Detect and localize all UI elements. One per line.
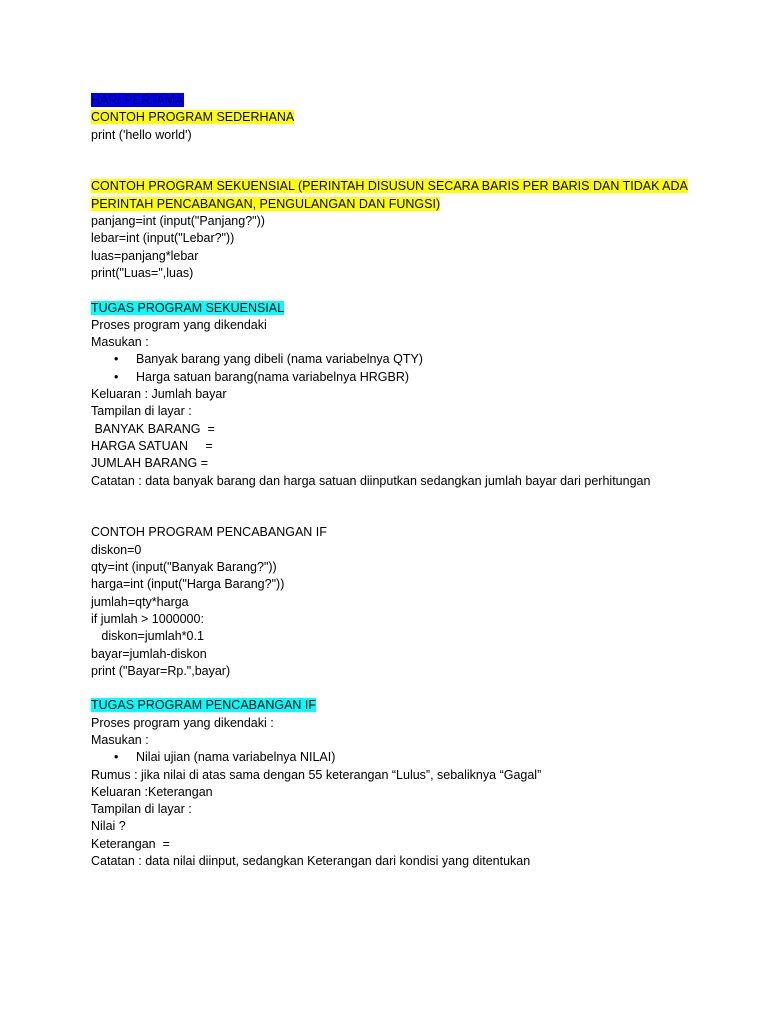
code-line: print("Luas=",luas) [91,265,194,280]
output-label: Keluaran : Jumlah bayar [91,387,227,402]
code-line: luas=panjang*lebar [91,248,199,263]
screen-line: Nilai ? [91,819,126,834]
code-line: print ("Bayar=Rp.",bayar) [91,663,231,678]
list-item: • Harga satuan barang(nama variabelnya HRGBR) [91,369,691,386]
code-line: jumlah=qty*harga [91,594,189,609]
code-line: bayar=jumlah-diskon [91,646,207,661]
screen-line: BANYAK BARANG = [91,421,215,436]
list-item: • Nilai ujian (nama variabelnya NILAI) [91,749,691,766]
output-label: Keluaran :Keterangan [91,784,213,799]
task-note: Catatan : data nilai diinput, sedangkan Keterangan dari kondisi yang ditentukan [91,854,531,869]
section-heading-pencabangan: CONTOH PROGRAM PENCABANGAN IF [91,525,327,540]
section-heading-sekuensial: CONTOH PROGRAM SEKUENSIAL (PERINTAH DISUSUN SECARA BARIS PER BARIS DAN TIDAK ADA PERINTAH PENCABANGAN, PENGULANGAN DAN FUNGSI) [91,179,688,211]
input-label: Masukan : [91,732,149,747]
screen-line: HARGA SATUAN = [91,438,213,453]
task-intro: Proses program yang dikendaki [91,317,267,332]
task-intro: Proses program yang dikendaki : [91,715,274,730]
code-line: panjang=int (input("Panjang?")) [91,214,265,229]
code-line: lebar=int (input("Lebar?")) [91,231,235,246]
screen-line: JUMLAH BARANG = [91,456,209,471]
code-line: diskon=jumlah*0.1 [91,629,204,644]
task-heading-sekuensial: TUGAS PROGRAM SEKUENSIAL [91,300,285,315]
day-heading: HARI PERTAMA [91,93,184,107]
formula-line: Rumus : jika nilai di atas sama dengan 55 keterangan “Lulus”, sebaliknya “Gagal” [91,767,542,782]
task-note: Catatan : data banyak barang dan harga satuan diinputkan sedangkan jumlah bayar dari perhitungan [91,473,651,488]
list-item: • Banyak barang yang dibeli (nama variabelnya QTY) [91,351,691,368]
code-line: harga=int (input("Harga Barang?")) [91,577,285,592]
code-line: diskon=0 [91,542,142,557]
screen-line: Keterangan = [91,836,170,851]
bullet-icon: • [114,369,119,384]
section-heading-sekuensial-wrap [91,178,691,213]
section-heading-sederhana: CONTOH PROGRAM SEDERHANA [91,110,295,125]
bullet-icon: • [114,352,119,367]
input-label: Masukan : [91,335,149,350]
document-content [91,92,691,870]
screen-label: Tampilan di layar : [91,802,192,817]
code-line: print ('hello world') [91,127,192,142]
screen-label: Tampilan di layar : [91,404,192,419]
task-heading-pencabangan: TUGAS PROGRAM PENCABANGAN IF [91,698,317,713]
code-line: qty=int (input("Banyak Barang?")) [91,560,277,575]
bullet-icon: • [114,750,119,765]
code-line: if jumlah > 1000000: [91,611,204,626]
